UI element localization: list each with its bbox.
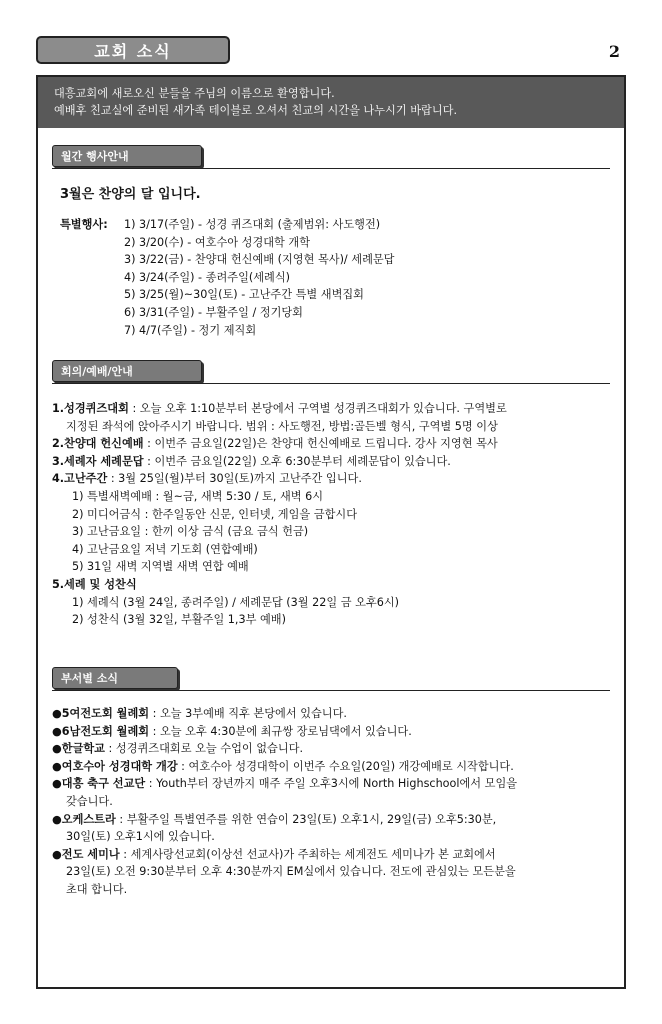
notice-2: 2.찬양대 헌신예배 : 이번주 금요일(22일)은 찬양대 헌신예배로 드립니다. 강사 지영현 목사 xyxy=(52,437,498,451)
event-item: 1) 3/17(주일) - 성경 퀴즈대회 (출제범위: 사도행전) xyxy=(124,218,381,231)
event-item: 4) 3/24(주일) - 종려주일(세례식) xyxy=(124,270,291,284)
dept-item: ●6남전도회 월례회 : 오늘 오후 4:30분에 최규쌍 장로님댁에서 있습니다. xyxy=(52,724,412,738)
notice-4-sub: 3) 고난금요일 : 한끼 이상 금식 (금요 금식 헌금) xyxy=(72,525,309,539)
notice-5-sub: 1) 세례식 (3월 24일, 종려주일) / 세례문답 (3월 22일 금 오후6시) xyxy=(72,595,399,609)
notice-1: 1.성경퀴즈대회 : 오늘 오후 1:10분부터 본당에서 구역별 성경퀴즈대회가 있습니다. 구역별로 xyxy=(52,402,507,415)
dept-item-cont: 30일(토) 오후1시에 있습니다. xyxy=(66,830,215,844)
monthly-section-tab xyxy=(52,145,202,167)
monthly-tab-label: 월간 행사안내 xyxy=(61,150,129,163)
content-frame xyxy=(36,75,626,989)
dept-rule xyxy=(52,690,610,691)
event-item: 2) 3/20(수) - 여호수아 성경대학 개학 xyxy=(124,235,311,249)
notice-4-sub: 5) 31일 새벽 지역별 새벽 연합 예배 xyxy=(72,560,249,574)
notice-1-cont: 지정된 좌석에 앉아주시기 바랍니다. 범위 : 사도행전, 방법:골든벨 형식, 구역별 5명 이상 xyxy=(66,419,498,433)
meeting-tab-label: 회의/예배/안내 xyxy=(61,365,133,378)
notice-5-sub: 2) 성찬식 (3월 32일, 부활주일 1,3부 예배) xyxy=(72,613,286,627)
notice-4: 4.고난주간 : 3월 25일(월)부터 30일(토)까지 고난주간 입니다. xyxy=(52,472,362,486)
special-events-label-text: 특별행사: xyxy=(60,218,108,231)
dept-item-cont: 갖습니다. xyxy=(66,794,113,808)
notice-4-sub: 2) 미디어금식 : 한주일동안 신문, 인터넷, 게임을 금합시다 xyxy=(72,507,358,521)
event-item: 5) 3/25(월)~30일(토) - 고난주간 특별 새벽집회 xyxy=(124,288,364,302)
special-events-label xyxy=(60,216,108,234)
welcome-banner xyxy=(38,77,624,128)
meeting-notices xyxy=(52,400,620,629)
event-item: 3) 3/22(금) - 찬양대 헌신예배 (지영현 목사)/ 세례문답 xyxy=(124,253,395,267)
dept-item: ●대흥 축구 선교단 : Youth부터 장년까지 매주 주일 오후3시에 North Highschool에서 모임을 xyxy=(52,777,518,791)
banner-line-1: 대흥교회에 새로오신 분들을 주님의 이름으로 환영합니다. xyxy=(54,87,335,100)
monthly-rule xyxy=(52,168,610,169)
meeting-rule xyxy=(52,383,610,384)
special-events-list xyxy=(124,216,395,339)
dept-item: ●한글학교 : 성경퀴즈대회로 오늘 수업이 없습니다. xyxy=(52,742,304,756)
dept-item: ●5여전도회 월례회 : 오늘 3부예배 직후 본당에서 있습니다. xyxy=(52,707,347,720)
notice-3: 3.세례자 세례문답 : 이번주 금요일(22일) 오후 6:30분부터 세례문답이 있습니다. xyxy=(52,454,451,468)
dept-item-cont: 초대 합니다. xyxy=(66,882,128,896)
dept-section-tab xyxy=(52,667,178,689)
event-item: 7) 4/7(주일) - 정기 제직회 xyxy=(124,323,257,337)
event-item: 6) 3/31(주일) - 부활주일 / 정기당회 xyxy=(124,305,303,319)
dept-item-cont: 23일(토) 오전 9:30분부터 오후 4:30분까지 EM실에서 있습니다. 전도에 관심있는 모든분을 xyxy=(66,865,516,879)
dept-item: ●오케스트라 : 부활주일 특별연주를 위한 연습이 23일(토) 오후1시, 29일(금) 오후5:30분, xyxy=(52,812,497,826)
page-number: 2 xyxy=(608,42,620,61)
dept-tab-label: 부서별 소식 xyxy=(61,672,118,685)
dept-item: ●여호수아 성경대학 개강 : 여호수아 성경대학이 이번주 수요일(20일) 개강예배로 시작합니다. xyxy=(52,759,514,773)
section-title: 교회 소식 xyxy=(94,41,172,61)
notice-5: 5.세례 및 성찬식 xyxy=(52,577,137,591)
dept-item: ●전도 세미나 : 세계사랑선교회(이상선 선교사)가 주최하는 세계전도 세미나가 본 교회에서 xyxy=(52,847,496,861)
section-title-tab xyxy=(36,36,230,64)
month-theme-title: 3월은 찬양의 달 입니다. xyxy=(60,187,201,202)
meeting-section-tab xyxy=(52,360,202,382)
notice-4-sub: 1) 특별새벽예배 : 월~금, 새벽 5:30 / 토, 새벽 6시 xyxy=(72,489,324,503)
banner-line-2: 예배후 친교실에 준비된 새가족 테이블로 오셔서 친교의 시간을 나누시기 바랍니다. xyxy=(54,104,458,117)
dept-news-list xyxy=(52,705,620,899)
notice-4-sub: 4) 고난금요일 저녁 기도회 (연합예배) xyxy=(72,542,258,556)
